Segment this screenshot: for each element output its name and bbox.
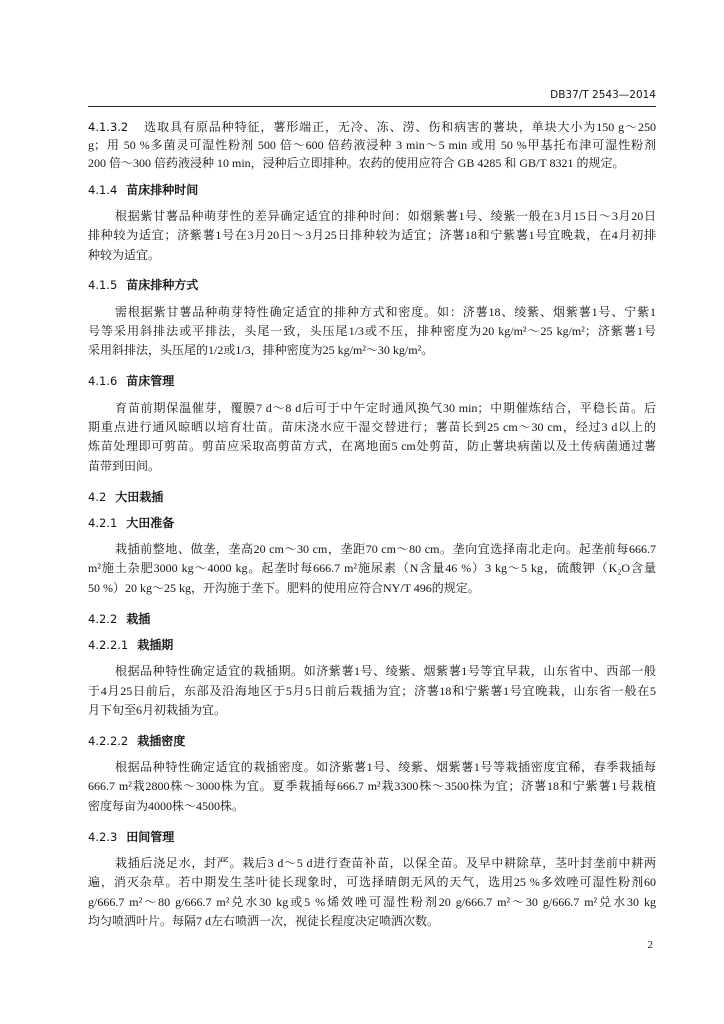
paragraph <box>88 399 656 476</box>
section-title: 苗床排种方式 <box>126 278 199 293</box>
numbered-clause <box>88 118 656 173</box>
section-heading <box>88 732 656 751</box>
section-title: 大田准备 <box>126 515 175 530</box>
section-number: 4.2 <box>88 489 107 504</box>
paragraph-line: 于4月25日前后，东部及沿海地区于5月5日前后栽插为宜；济薯18和宁紫薯1号宜晚栽，山东省一般在5 <box>88 683 656 698</box>
paragraph-line: 根据品种特性确定适宜的栽插期。如济紫薯1号、绫紫、烟紫薯1号等宜早栽，山东省中、西部一般 <box>115 664 656 679</box>
section-title: 栽插密度 <box>137 733 186 748</box>
paragraph-line: 采用斜排法，头压尾的1/2或1/3，排种密度为25 kg/m²～30 kg/m²。 <box>88 343 434 358</box>
paragraph-line: 遍，消灭杂草。若中期发生茎叶徒长现象时，可选择晴朗无风的天气，选用25 %多效唑可湿性粉剂60 <box>88 875 656 890</box>
paragraph <box>88 758 656 816</box>
paragraph-line: 根据品种特性确定适宜的栽插密度。如济紫薯1号、绫紫、烟紫薯1号等栽插密度宜稀，春季栽插每 <box>115 760 656 775</box>
paragraph-line: 密度每亩为4000株～4500株。 <box>88 798 245 813</box>
paragraph <box>88 207 656 265</box>
paragraph-line: 月下旬至6月初栽插为宜。 <box>88 702 227 717</box>
paragraph-line: 需根据紫甘薯品种萌芽特性确定适宜的排种方式和密度。如：济薯18、绫紫、烟紫薯1号、宁紫1 <box>115 304 656 319</box>
section-heading <box>88 488 656 507</box>
section-heading <box>88 636 656 655</box>
paragraph <box>88 662 656 720</box>
paragraph <box>88 540 656 598</box>
paragraph-line: 号等采用斜排法或平排法，头尾一致，头压尾1/3或不压，排种密度为20 kg/m²～25 kg/m²；济紫薯1号 <box>88 324 656 339</box>
paragraph-line: 育苗前期保温催芽，覆膜7 d～8 d后可于中午定时通风换气30 min；中期催炼结合，平稳长苗。后 <box>115 400 656 415</box>
paragraph-line: 均匀喷洒叶片。每隔7 d左右喷洒一次，视徒长程度决定喷洒次数。 <box>88 913 440 928</box>
paragraph-line: m²施土杂肥3000 kg～4000 kg。起垄时每666.7 m²施尿素（N含量46 %）3 kg～5 kg，硫酸钾（K₂O含量 <box>88 561 656 576</box>
paragraph-line: 苗带到田间。 <box>88 458 161 473</box>
section-number: 4.2.1 <box>88 515 118 530</box>
section-heading <box>88 514 656 533</box>
section-heading <box>88 372 656 391</box>
section-number: 4.1.6 <box>88 374 118 389</box>
paragraph-line: 666.7 m²栽2800株～3000株为宜。夏季栽插每666.7 m²栽3300株～3500株为宜；济薯18和宁紫薯1号栽植 <box>88 779 656 794</box>
section-title: 苗床管理 <box>126 374 175 389</box>
paragraph-line: g；用 50 %多菌灵可湿性粉剂 500 倍～600 倍药液浸种 3 min～5 min 或用 50 %甲基托布津可湿性粉剂 <box>88 138 656 153</box>
clause-text: 选取具有原品种特征，薯形端正，无冷、冻、涝、伤和病害的薯块，单块大小为150 g～250 <box>143 120 656 134</box>
section-number: 4.1.5 <box>88 278 118 293</box>
paragraph-line: 期重点进行通风晾晒以培育壮苗。苗床浇水应干湿交替进行；薯苗长到25 cm～30 cm，经过3 d以上的 <box>88 419 656 434</box>
paragraph-line: 50 %）20 kg～25 kg，开沟施于垄下。肥料的使用应符合NY/T 496的规定。 <box>88 580 480 595</box>
section-heading <box>88 610 656 629</box>
paragraph-line: 栽插后浇足水，封严。栽后3 d～5 d进行查苗补苗，以保全苗。及早中耕除草，茎叶封垄前中耕两 <box>115 856 656 871</box>
paragraph-line: g/666.7 m²～80 g/666.7 m²兑水30 kg或5 %烯效唑可湿性粉剂20 g/666.7 m²～30 g/666.7 m²兑水30 kg <box>88 894 656 909</box>
section-title: 田间管理 <box>126 829 175 844</box>
document-body <box>88 118 656 943</box>
paragraph-line: 排种较为适宜；济紫薯1号在3月20日～3月25日排种较为适宜；济薯18和宁紫薯1号宜晚栽，在4月初排 <box>88 228 656 243</box>
section-number: 4.2.2.1 <box>88 638 129 652</box>
section-number: 4.2.2.2 <box>88 733 129 748</box>
section-number: 4.1.4 <box>88 182 118 197</box>
paragraph-line: 根据紫甘薯品种萌芽性的差异确定适宜的排种时间：如烟紫薯1号、绫紫一般在3月15日～3月20日 <box>115 208 656 223</box>
section-heading <box>88 181 656 200</box>
paragraph-line: 种较为适宜。 <box>88 247 161 262</box>
section-number: 4.2.3 <box>88 829 118 844</box>
section-title: 栽插期 <box>137 638 174 652</box>
page-number: 2 <box>647 939 653 951</box>
section-title: 栽插 <box>126 611 151 626</box>
paragraph <box>88 854 656 931</box>
section-heading <box>88 276 656 295</box>
section-title: 苗床排种时间 <box>126 182 199 197</box>
paragraph-line <box>88 118 656 136</box>
clause-number: 4.1.3.2 <box>88 120 129 134</box>
paragraph-line: 栽插前整地、做垄，垄高20 cm～30 cm，垄距70 cm～80 cm。垄向宜选择南北走向。起垄前每666.7 <box>115 542 656 557</box>
paragraph <box>88 303 656 361</box>
section-title: 大田栽插 <box>115 489 164 504</box>
document-code-header <box>88 86 656 107</box>
paragraph-line: 200 倍～300 倍药液浸种 10 min，浸种后立即排种。农药的使用应符合 GB 4285 和 GB/T 8321 的规定。 <box>88 156 625 171</box>
paragraph-line: 炼苗处理即可剪苗。剪苗应采取高剪苗方式，在离地面5 cm处剪苗，防止薯块病菌以及土传病菌通过薯 <box>88 439 656 454</box>
document-code: DB37/T 2543—2014 <box>550 89 656 101</box>
section-heading <box>88 828 656 847</box>
section-number: 4.2.2 <box>88 611 118 626</box>
